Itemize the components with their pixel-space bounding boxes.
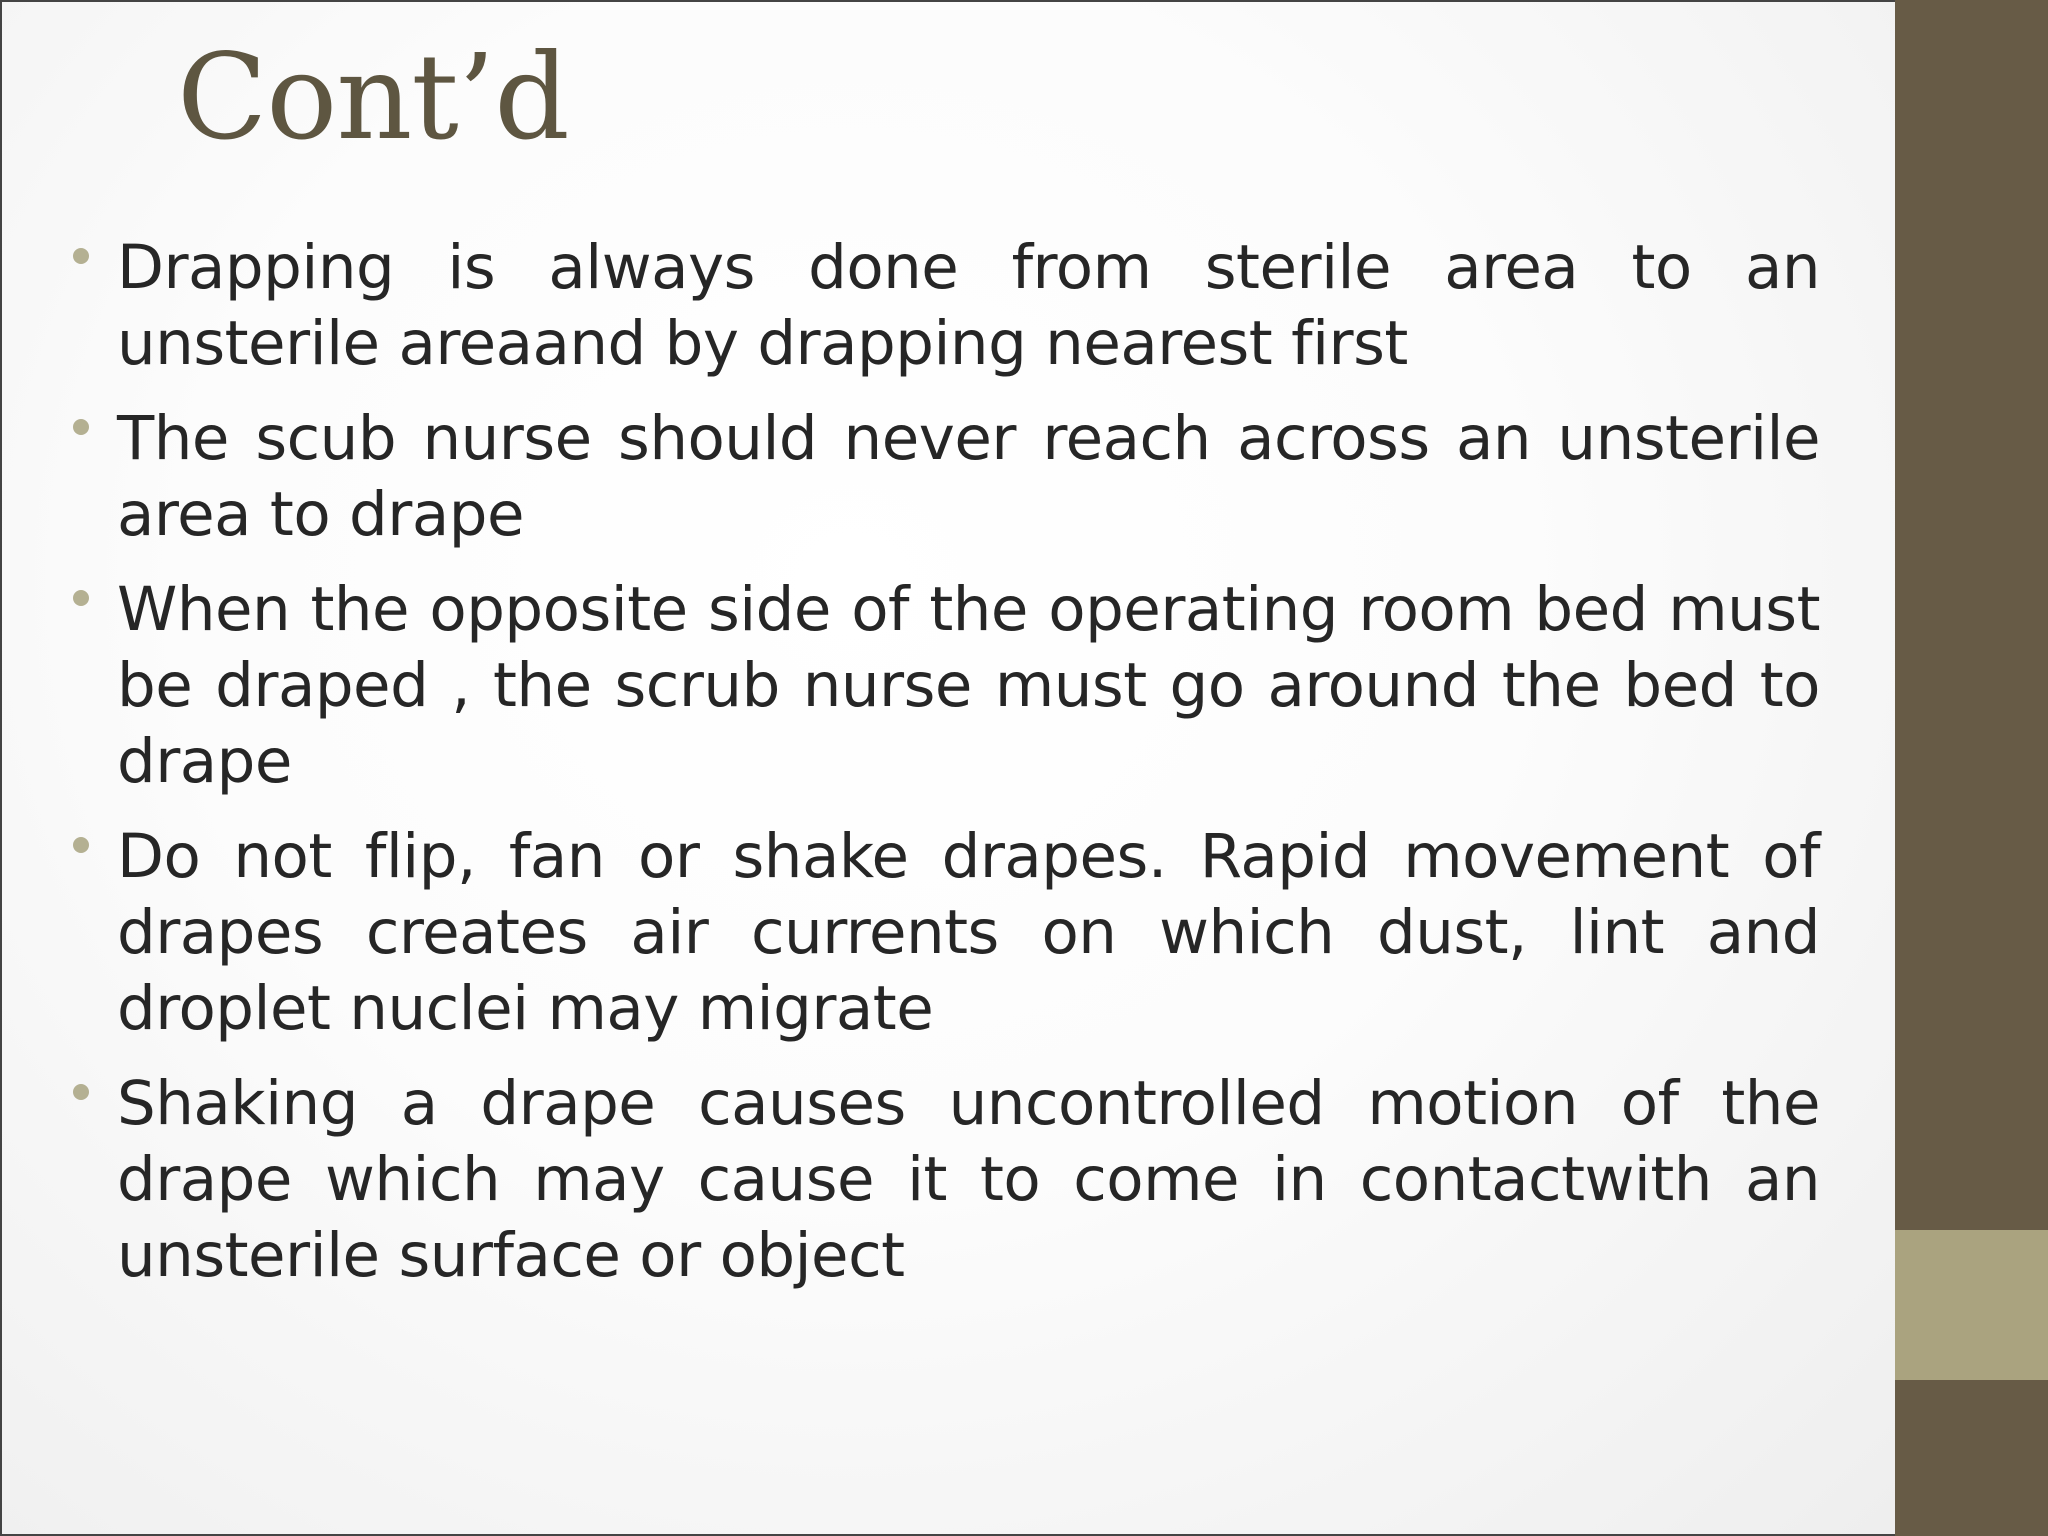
bullet-icon: [73, 1084, 89, 1100]
bullet-text: Shaking a drape causes uncontrolled motion of the drape which may cause it to come in contactwith an unsterile surface or object: [117, 1068, 1820, 1291]
bullet-icon: [73, 590, 89, 606]
bullet-icon: [73, 248, 89, 264]
bullet-item: [117, 819, 1820, 1047]
bullet-item: [117, 230, 1820, 382]
decorative-sidebar-accent: [1895, 1230, 2048, 1380]
bullet-list: [117, 230, 1820, 1313]
bullet-item: [117, 572, 1820, 800]
bullet-item: [117, 1066, 1820, 1294]
slide-title: Cont’d: [177, 28, 569, 166]
bullet-item: [117, 401, 1820, 553]
bullet-text: The scub nurse should never reach across an unsterile area to drape: [117, 403, 1820, 550]
bullet-text: Do not flip, fan or shake drapes. Rapid movement of drapes creates air currents on which dust, lint and droplet nuclei may migrate: [117, 821, 1820, 1044]
bullet-icon: [73, 837, 89, 853]
bullet-icon: [73, 419, 89, 435]
bullet-text: Drapping is always done from sterile area to an unsterile areaand by drapping nearest first: [117, 232, 1820, 379]
bullet-text: When the opposite side of the operating room bed must be draped , the scrub nurse must go around the bed to drape: [117, 574, 1820, 797]
